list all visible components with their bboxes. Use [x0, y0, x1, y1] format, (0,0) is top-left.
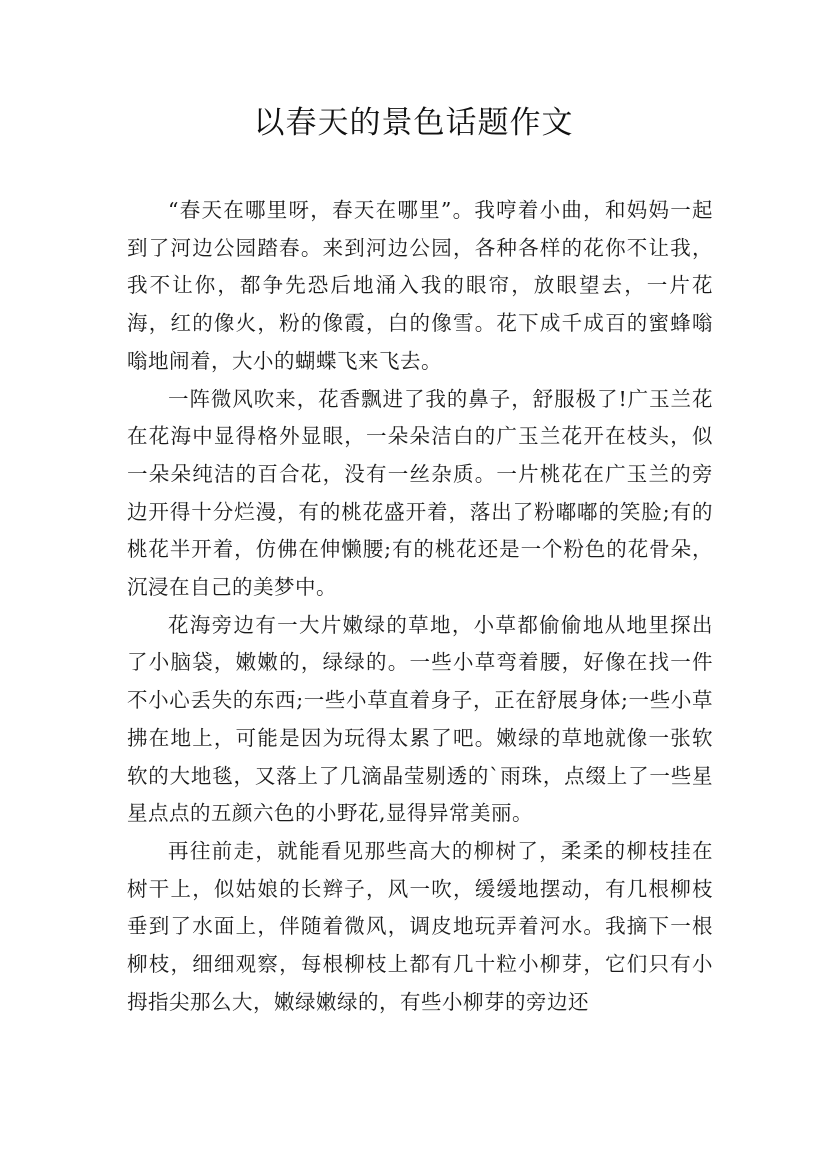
document-body: [127, 192, 713, 1021]
paragraph: 一阵微风吹来，花香飘进了我的鼻子，舒服极了!广玉兰花在花海中显得格外显眼，一朵朵洁白的广玉兰花开在枝头，似一朵朵纯洁的百合花，没有一丝杂质。一片桃花在广玉兰的旁边开得十分烂漫，有的桃花盛开着，落出了粉嘟嘟的笑脸;有的桃花半开着，仿佛在伸懒腰;有的桃花还是一个粉色的花骨朵，沉浸在自己的美梦中。: [127, 386, 713, 600]
paragraph: 再往前走，就能看见那些高大的柳树了，柔柔的柳枝挂在树干上，似姑娘的长辫子，风一吹，缓缓地摆动，有几根柳枝垂到了水面上，伴随着微风，调皮地玩弄着河水。我摘下一根柳枝，细细观察，每根柳枝上都有几十粒小柳芽，它们只有小拇指尖那么大，嫩绿嫩绿的，有些小柳芽的旁边还: [127, 838, 713, 1014]
document-title: 以春天的景色话题作文: [253, 105, 574, 141]
paragraph: “春天在哪里呀，春天在哪里”。我哼着小曲，和妈妈一起到了河边公园踏春。来到河边公园，各种各样的花你不让我，我不让你，都争先恐后地涌入我的眼帘，放眼望去，一片花海，红的像火，粉的像霞，白的像雪。花下成千成百的蜜蜂嗡嗡地闹着，大小的蝴蝶飞来飞去。: [127, 198, 713, 373]
paragraph: 花海旁边有一大片嫩绿的草地，小草都偷偷地从地里探出了小脑袋，嫩嫩的，绿绿的。一些小草弯着腰，好像在找一件不小心丢失的东西;一些小草直着身子，正在舒展身体;一些小草拂在地上，可能是因为玩得太累了吧。嫩绿的草地就像一张软软的大地毯，又落上了几滴晶莹剔透的`雨珠，点缀上了一些星星点点的五颜六色的小野花,显得异常美丽。: [127, 612, 713, 826]
